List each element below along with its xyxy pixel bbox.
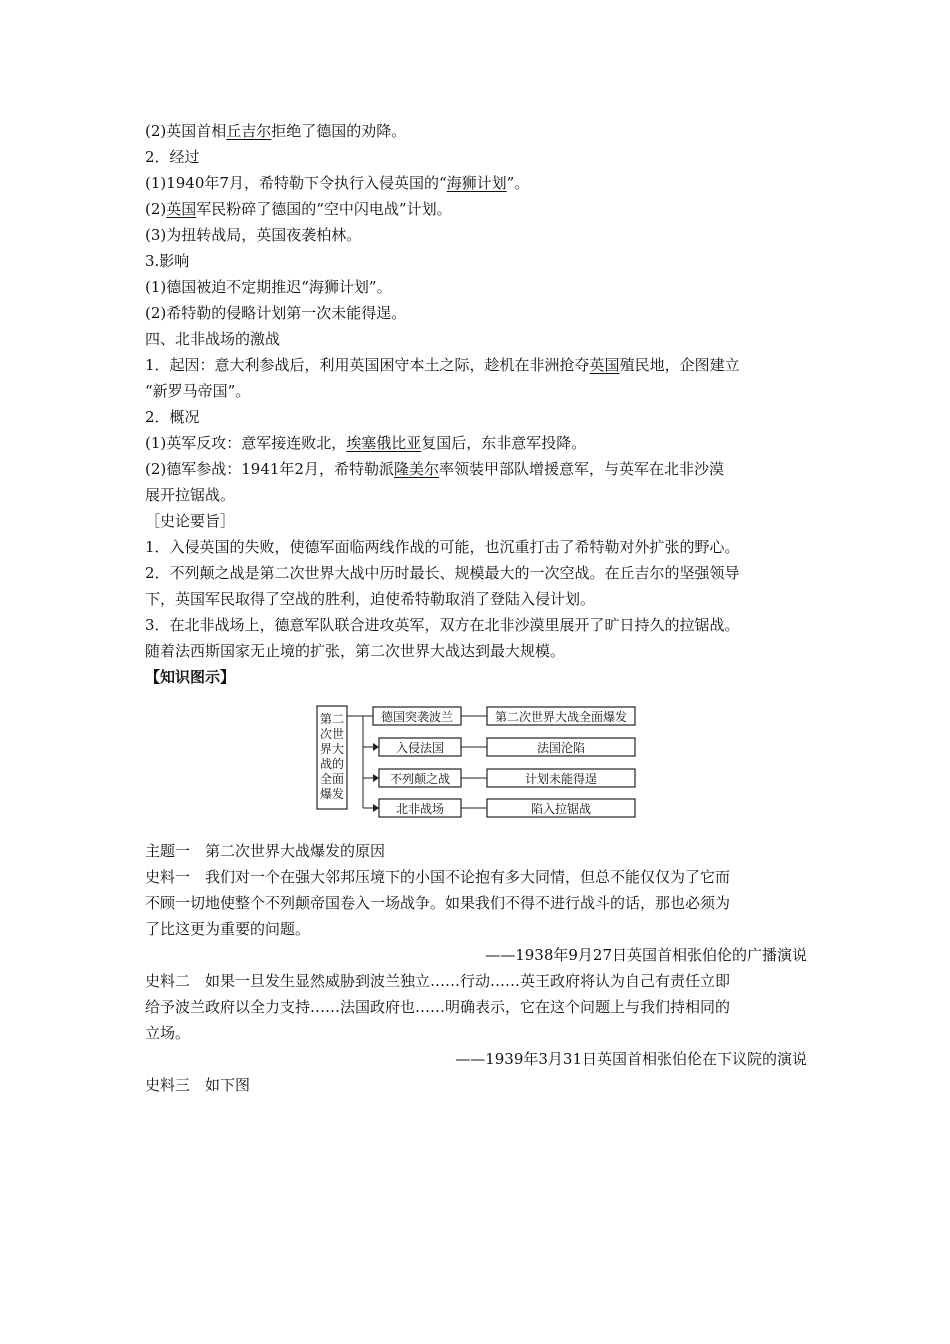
subheading: 2．概况 bbox=[145, 408, 200, 426]
text-line: (3)为扭转战局，英国夜袭柏林。 bbox=[145, 226, 362, 244]
text-line: (1)英军反攻：意军接连败北，埃塞俄比亚复国后，东非意军投降。 bbox=[145, 434, 587, 452]
event-label: 入侵法国 bbox=[395, 741, 445, 755]
root-text: 次世 bbox=[319, 727, 345, 741]
result-label: 陷入拉锯战 bbox=[530, 802, 592, 816]
text-line: (1)德国被迫不定期推迟“海狮计划”。 bbox=[145, 278, 392, 296]
subheading: 3.影响 bbox=[145, 252, 190, 270]
result-label: 第二次世界大战全面爆发 bbox=[494, 710, 628, 724]
source-citation: ——1938年9月27日英国首相张伯伦的广播演说 bbox=[485, 946, 807, 964]
arrow-icon bbox=[373, 804, 379, 812]
text-line: (2)德军参战：1941年2月，希特勒派隆美尔率领装甲部队增援意军，与英军在北非沙漠 bbox=[145, 460, 724, 478]
result-label: 法国沦陷 bbox=[536, 741, 586, 755]
root-text: 界大 bbox=[319, 742, 345, 756]
text-line: 1．起因：意大利参战后，利用英国困守本土之际，趁机在非洲抢夺英国殖民地，企图建立 bbox=[145, 356, 740, 374]
text-line: (2)英国首相丘吉尔拒绝了德国的劝降。 bbox=[145, 122, 407, 140]
text-line: 史料二 如果一旦发生显然威胁到波兰独立……行动……英王政府将认为自己有责任立即 bbox=[145, 972, 731, 990]
event-label: 德国突袭波兰 bbox=[380, 710, 454, 724]
text-line: 给予波兰政府以全力支持……法国政府也……明确表示，它在这个问题上与我们持相同的 bbox=[145, 998, 731, 1016]
text-line: (2)希特勒的侵略计划第一次未能得逞。 bbox=[145, 304, 407, 322]
text-line: 展开拉锯战。 bbox=[145, 486, 236, 504]
root-text: 第二 bbox=[319, 712, 345, 726]
arrow-icon bbox=[373, 774, 379, 782]
subheading: 2．经过 bbox=[145, 148, 200, 166]
diagram-svg bbox=[315, 696, 645, 820]
text-line: 下，英国军民取得了空战的胜利，迫使希特勒取消了登陆入侵计划。 bbox=[145, 590, 596, 608]
event-label: 不列颠之战 bbox=[389, 772, 451, 786]
section-heading: 四、北非战场的激战 bbox=[145, 330, 281, 348]
text-line: 了比这更为重要的问题。 bbox=[145, 920, 311, 938]
text-line: 史料三 如下图 bbox=[145, 1076, 251, 1094]
text-line: 史料一 我们对一个在强大邻邦压境下的小国不论抱有多大同情，但总不能仅仅为了它而 bbox=[145, 868, 731, 886]
result-label: 计划未能得逞 bbox=[524, 772, 598, 786]
root-text: 全面 bbox=[319, 772, 345, 786]
text-line: 1．入侵英国的失败，使德军面临两线作战的可能，也沉重打击了希特勒对外扩张的野心。 bbox=[145, 538, 740, 556]
document-page bbox=[145, 118, 807, 1098]
root-text: 爆发 bbox=[319, 787, 345, 801]
text-line: “新罗马帝国”。 bbox=[145, 382, 251, 400]
text-line: (2)英国军民粉碎了德国的“空中闪电战”计划。 bbox=[145, 200, 452, 218]
event-label: 北非战场 bbox=[395, 802, 445, 816]
section-heading: 【知识图示】 bbox=[145, 668, 236, 686]
section-heading: ［史论要旨］ bbox=[145, 512, 236, 530]
root-text: 战的 bbox=[319, 757, 345, 771]
theme-title: 主题一 第二次世界大战爆发的原因 bbox=[145, 842, 386, 860]
text-line: 随着法西斯国家无止境的扩张，第二次世界大战达到最大规模。 bbox=[145, 642, 566, 660]
text-line: 不顾一切地使整个不列颠帝国卷入一场战争。如果我们不得不进行战斗的话，那也必须为 bbox=[145, 894, 731, 912]
text-line: (1)1940年7月，希特勒下令执行入侵英国的“海狮计划”。 bbox=[145, 174, 530, 192]
knowledge-diagram bbox=[145, 696, 807, 820]
arrow-icon bbox=[373, 743, 379, 751]
text-line: 立场。 bbox=[145, 1024, 191, 1042]
text-line: 3．在北非战场上，德意军队联合进攻英军，双方在北非沙漠里展开了旷日持久的拉锯战。 bbox=[145, 616, 740, 634]
source-citation: ——1939年3月31日英国首相张伯伦在下议院的演说 bbox=[455, 1050, 807, 1068]
text-line: 2．不列颠之战是第二次世界大战中历时最长、规模最大的一次空战。在丘吉尔的坚强领导 bbox=[145, 564, 740, 582]
